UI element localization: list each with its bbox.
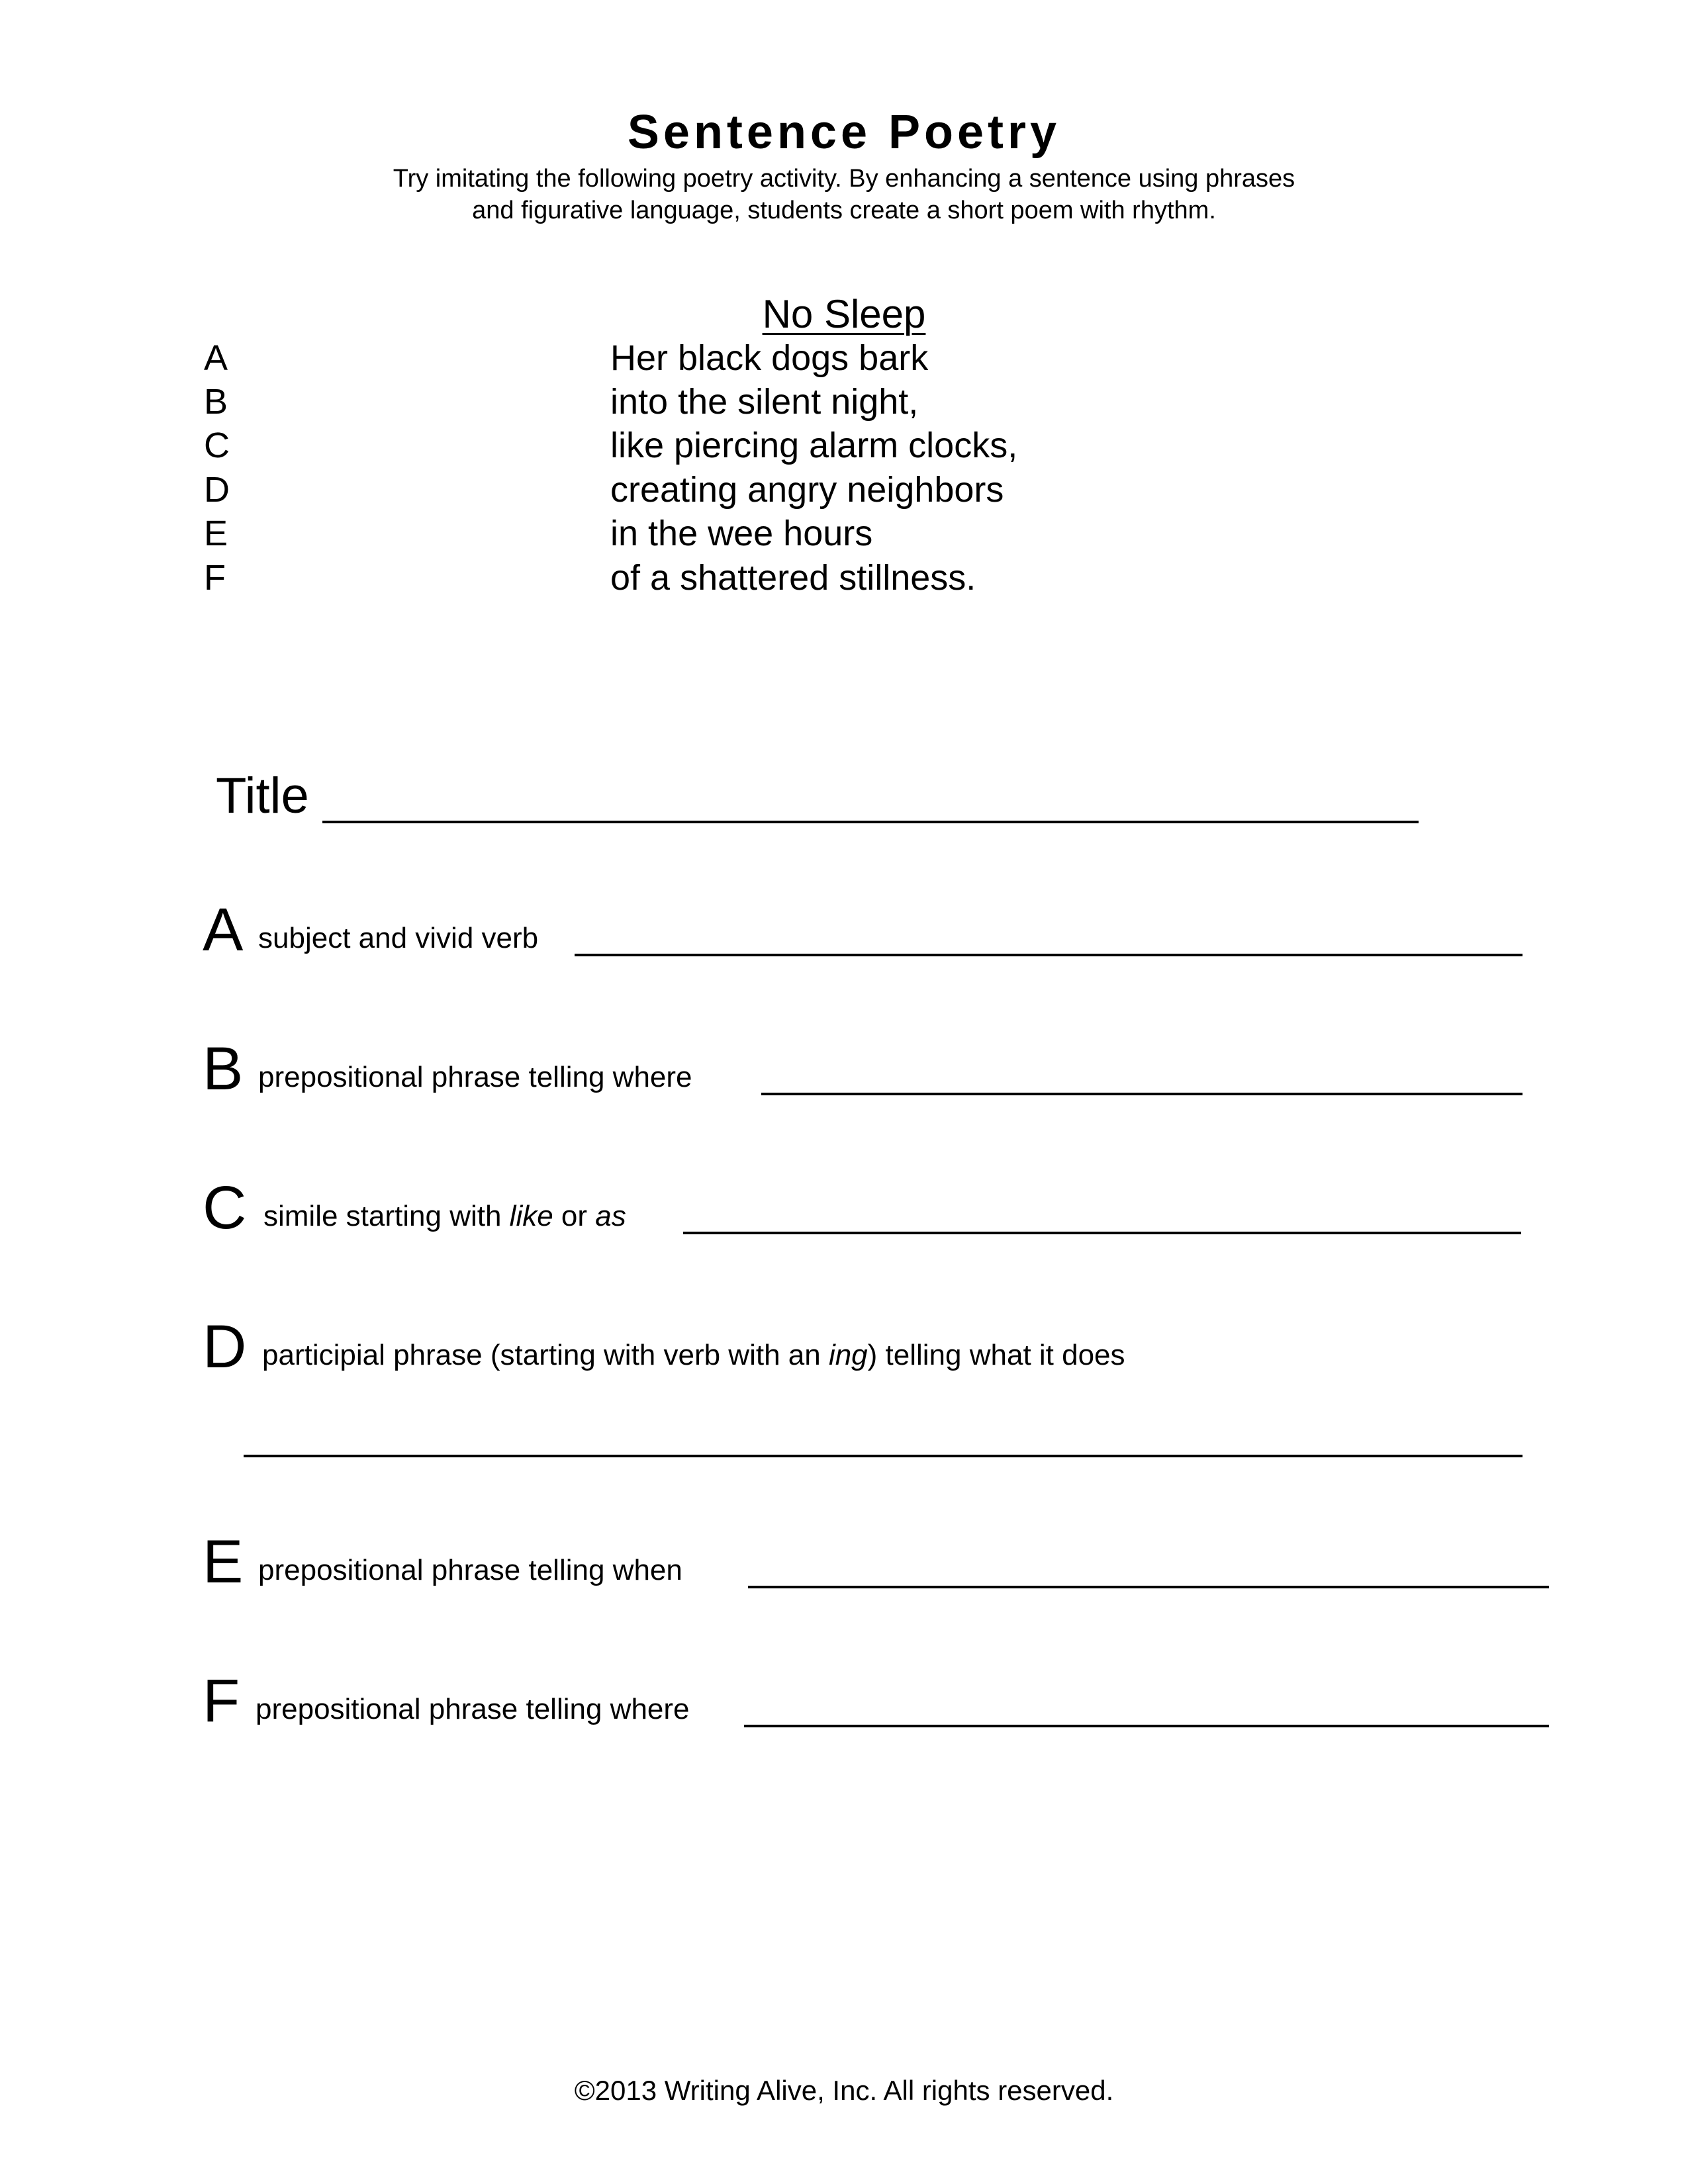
prompt-text-a: subject and vivid verb <box>258 922 539 954</box>
instructions-line-1: Try imitating the following poetry activity. By enhancing a sentence using phrases <box>393 165 1295 193</box>
answer-blank-a[interactable] <box>575 954 1523 956</box>
prompt-text-e: prepositional phrase telling when <box>258 1554 682 1586</box>
poem-letter: B <box>204 382 228 422</box>
prompt-text-d-ing: ing <box>828 1339 868 1371</box>
prompt-letter-e: E <box>203 1528 244 1596</box>
prompt-text-d-part2: ) telling what it does <box>867 1339 1125 1371</box>
prompt-text-c <box>263 1198 626 1235</box>
prompt-text-c-as: as <box>595 1200 626 1232</box>
poem-line: like piercing alarm clocks, <box>610 426 1018 465</box>
prompt-letter-a: A <box>203 896 244 964</box>
prompt-text-c-like: like <box>509 1200 553 1232</box>
copyright-notice: ©2013 Writing Alive, Inc. All rights reserved. <box>574 2075 1114 2106</box>
poem-line: creating angry neighbors <box>610 470 1004 510</box>
prompt-text-b: prepositional phrase telling where <box>258 1061 692 1093</box>
answer-blank-e[interactable] <box>748 1586 1549 1588</box>
poem-line: in the wee hours <box>610 514 873 553</box>
poem-letter: A <box>204 338 228 378</box>
title-blank-line[interactable] <box>322 821 1419 823</box>
instructions-line-2: and figurative language, students create a short poem with rhythm. <box>472 197 1216 224</box>
prompt-letter-f: F <box>203 1667 240 1735</box>
poem-letter: C <box>204 426 230 465</box>
poem-letter: E <box>204 514 228 553</box>
example-poem-title: No Sleep <box>762 292 926 336</box>
prompt-letter-c: C <box>203 1174 247 1242</box>
answer-blank-d[interactable] <box>244 1455 1523 1457</box>
prompt-text-c-part1: simile starting with <box>263 1200 510 1232</box>
prompt-text-d-part1: participial phrase (starting with verb with an <box>262 1339 829 1371</box>
prompt-letter-d: D <box>203 1313 247 1381</box>
answer-blank-f[interactable] <box>744 1725 1549 1727</box>
poem-letter: F <box>204 558 226 598</box>
prompt-letter-b: B <box>203 1035 244 1103</box>
poem-line: Her black dogs bark <box>610 338 929 378</box>
prompt-text-d <box>262 1337 1125 1374</box>
answer-blank-b[interactable] <box>761 1093 1523 1095</box>
title-field-label: Title <box>216 768 309 824</box>
poem-line: of a shattered stillness. <box>610 558 976 598</box>
prompt-text-f: prepositional phrase telling where <box>256 1693 690 1725</box>
answer-blank-c[interactable] <box>683 1232 1521 1234</box>
poem-letter: D <box>204 470 230 510</box>
poem-line: into the silent night, <box>610 382 919 422</box>
prompt-text-c-part2: or <box>553 1200 596 1232</box>
page-title: Sentence Poetry <box>627 106 1061 159</box>
